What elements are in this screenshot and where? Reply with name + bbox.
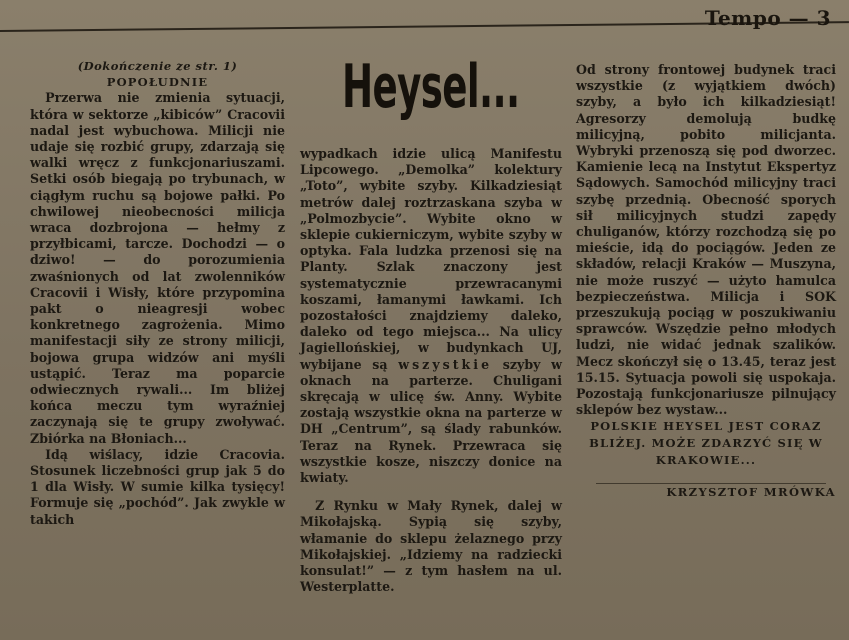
paragraph: Idą wiślacy, idzie Cracovia. Stosunek liczebności grup jak 5 do 1 dla Wisły. W sumie kilka tysięcy! Formuje się „pochód”. Jak zwykle w takich: [30, 446, 285, 527]
divider: [596, 483, 826, 484]
page-header: Tempo — 3: [704, 6, 831, 30]
continuation-note: (Dokończenie ze str. 1): [77, 59, 238, 73]
text-run: szyby w oknach na parterze. Chuligani skręcają w ulicę św. Anny. Wybite zostają wszystkie okna na parterze w DH „Centrum”, są ślady rabunków. Teraz na Rynek. Przewraca się wszystkie kosze, niszczy donice na kwiaty.: [300, 356, 562, 486]
paragraph: Od strony frontowej budynek traci wszystkie (z wyjątkiem dwóch) szyby, a było ich kilkadziesiąt! Agresorzy demolują budkę milicyjną, pobito milicjanta. Wybryki przenoszą się pod dworzec. Kamienie lecą na Instytut Ekspertyz Sądowych. Samochód milicyjny traci szybę przednią. Obecność sporych sił milicyjnych studzi zapędy chuliganów, którzy rozchodzą się po mieście, idą do pociągów. Jeden ze składów, relacji Kraków — Muszyna, nie może ruszyć — użyto hamulca bezpieczeństwa. Milicja i SOK przeszukują pociąg w poszukiwaniu sprawców. Wszędzie pełno młodych ludzi, nie widać jednak szalików. Mecz skończył się o 13.45, teraz jest 15.15. Sytuacja powoli się uspokaja. Pozostają funkcjonariusze pilnujący sklepów bez wystaw...: [576, 62, 836, 418]
paragraph: [300, 146, 562, 486]
paragraph: Przerwa nie zmienia sytuacji, która w sektorze „kibiców” Cracovii nadal jest wybuchowa. Milicji nie udaje się rozbić grupy, zdarzają się walki wręcz z funkcjonariuszami. Setki osób biegają po trybunach, w ciągłym ruchu są bojowe pałki. Po chwilowej nieobecności milicja wraca dozbrojona — hełmy z przyłbicami, tarcze. Dochodzi — o dziwo! — do porozumienia zwaśnionych od lat zwolenników Cracovii i Wisły, które przypomina pakt o nieagresji wobec konkretnego zagrożenia. Mimo manifestacji siły ze strony milicji, bojowa grupa widzów ani myśli ustąpić. Teraz ma poparcie odwiecznych rywali... Im bliżej końca meczu tym wyraźniej zaczynają się te grupy zwoływać. Zbiórka na Błoniach...: [30, 90, 285, 446]
emphasis-spaced: wszystkie: [398, 356, 493, 372]
column-3: [576, 62, 836, 501]
column-1: [30, 58, 285, 528]
column-2: [300, 146, 562, 595]
byline: KRZYSZTOF MRÓWKA: [666, 485, 836, 500]
headline: Heysel...: [342, 52, 520, 122]
paragraph: Z Rynku w Mały Rynek, dalej w Mikołajską. Sypią się szyby, włamanie do sklepu żelaznego przy Mikołajskiej. „Idziemy na radziecki konsulat!” — z tym hasłem na ul. Westerplatte.: [300, 498, 562, 595]
text-run: wypadkach idzie ulicą Manifestu Lipcowego. „Demolka” kolektury „Toto”, wybite szyby. Kilkadziesiąt metrów dalej roztrzaskana szyba w „Polmozbycie”. Wybite okno w sklepie cukierniczym, wybite szyby w optyka. Fala ludzka przenosi się na Planty. Szlak znaczony jest systematycznie przewracanymi koszami, łamanymi ławkami. Ich pozostałości znajdziemy daleko, daleko od tego miejsca... Na ulicy Jagiellońskiej, w budynkach UJ, wybijane są: [300, 146, 562, 372]
closing-statement: POLSKIE HEYSEL JEST CORAZ BLIŻEJ. MOŻE ZDARZYĆ SIĘ W KRAKOWIE...: [589, 419, 823, 468]
section-title: POPOŁUDNIE: [106, 75, 209, 90]
